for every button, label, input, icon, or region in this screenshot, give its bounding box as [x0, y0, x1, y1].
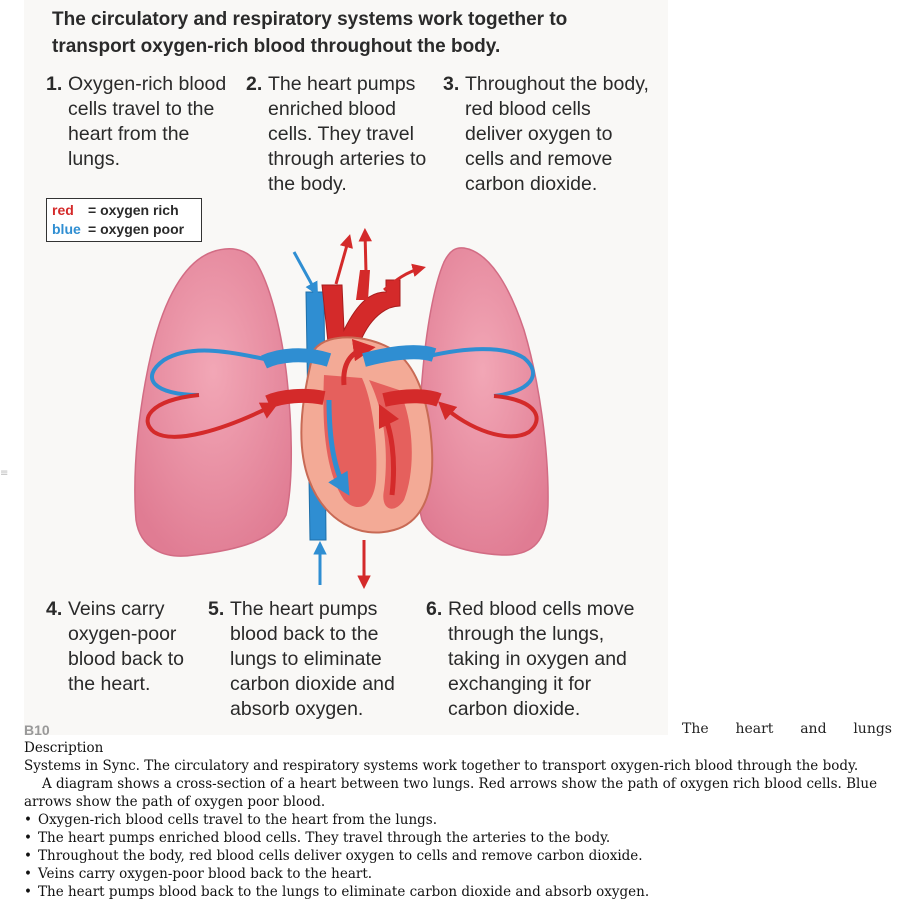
margin-mark: ≡	[0, 468, 9, 479]
step-number: 3.	[443, 73, 460, 95]
color-legend	[46, 198, 202, 242]
side-word: and	[800, 721, 827, 737]
step-4	[46, 597, 216, 697]
side-word: lungs	[853, 721, 892, 737]
step-3	[443, 72, 653, 197]
description-list	[24, 811, 894, 901]
step-number: 6.	[426, 598, 443, 620]
step-6	[426, 597, 656, 722]
side-word: heart	[735, 721, 774, 737]
red-arrow-icon	[384, 268, 422, 290]
step-number: 5.	[208, 598, 225, 620]
figure-title: The circulatory and respiratory systems work together to transport oxygen-rich blood throughout the body.	[52, 9, 568, 57]
list-item: • Veins carry oxygen-poor blood back to the heart.	[38, 865, 894, 883]
description-detail: A diagram shows a cross-section of a heart between two lungs. Red arrows show the path of oxygen rich blood cells. Blue arrows show the path of oxygen poor blood.	[24, 776, 878, 810]
step-2	[246, 72, 436, 197]
step-text: Throughout the body, red blood cells deliver oxygen to cells and remove carbon dioxide.	[465, 73, 649, 195]
legend-blue-word: blue	[52, 221, 81, 237]
step-number: 1.	[46, 73, 63, 95]
list-item: • The heart pumps blood back to the lungs to eliminate carbon dioxide and absorb oxygen.	[38, 883, 894, 901]
step-5	[208, 597, 418, 722]
pulmonary-artery-right	[364, 352, 434, 360]
step-text: Oxygen-rich blood cells travel to the heart from the lungs.	[68, 73, 227, 170]
step-text: The heart pumps enriched blood cells. They travel through arteries to the body.	[268, 73, 427, 195]
legend-row-blue	[52, 220, 184, 239]
pulmonary-vein-right	[384, 396, 439, 400]
description-summary: Systems in Sync. The circulatory and respiratory systems work together to transport oxygen-rich blood through the body.	[24, 758, 859, 774]
side-caption	[682, 721, 892, 737]
step-text: Veins carry oxygen-poor blood back to the heart.	[68, 598, 185, 695]
legend-red-word: red	[52, 202, 74, 218]
legend-red-definition: = oxygen rich	[88, 202, 179, 218]
step-number: 4.	[46, 598, 63, 620]
list-item: • Throughout the body, red blood cells deliver oxygen to cells and remove carbon dioxide.	[38, 847, 894, 865]
circulation-figure	[24, 0, 668, 735]
pulmonary-artery-left	[264, 355, 329, 362]
step-text: The heart pumps blood back to the lungs to eliminate carbon dioxide and absorb oxygen.	[230, 598, 395, 720]
blue-arrow-icon	[294, 252, 316, 292]
step-number: 2.	[246, 73, 263, 95]
step-1	[46, 72, 236, 172]
step-text: Red blood cells move through the lungs, taking in oxygen and exchanging it for carbon dioxide.	[448, 598, 635, 720]
red-arrow-icon	[336, 238, 349, 284]
image-description	[24, 739, 894, 901]
side-word: The	[682, 721, 709, 737]
list-item: • The heart pumps enriched blood cells. They travel through the arteries to the body.	[38, 829, 894, 847]
red-arrow-icon	[365, 232, 366, 272]
pulmonary-vein-left	[268, 396, 324, 402]
legend-blue-definition: = oxygen poor	[88, 221, 185, 237]
description-heading: Description	[24, 740, 104, 756]
legend-row-red	[52, 201, 179, 220]
list-item: • Oxygen-rich blood cells travel to the heart from the lungs.	[38, 811, 894, 829]
left-lung	[135, 249, 291, 556]
page-number: B10	[24, 722, 50, 738]
